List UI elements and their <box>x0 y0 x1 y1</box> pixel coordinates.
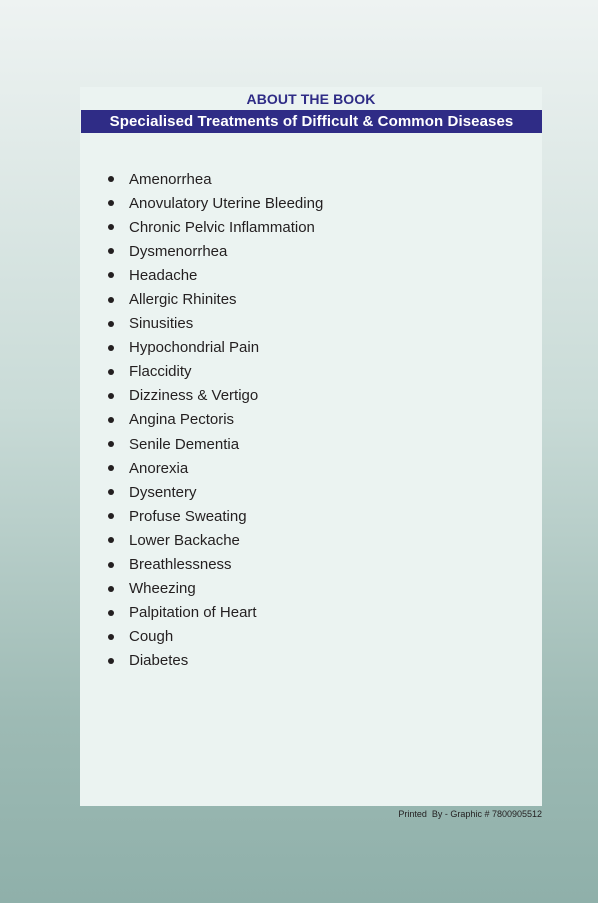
list-item <box>80 480 323 504</box>
list-item-label: Dizziness & Vertigo <box>129 387 259 405</box>
bullet-icon <box>108 586 114 592</box>
list-item-label: Palpitation of Heart <box>129 604 257 622</box>
bullet-icon <box>108 634 114 640</box>
list-item-label: Amenorrhea <box>129 170 212 188</box>
bullet-icon <box>108 393 114 399</box>
bullet-icon <box>108 658 114 664</box>
list-item <box>80 287 323 311</box>
bullet-icon <box>108 441 114 447</box>
bullet-icon <box>108 610 114 616</box>
bullet-icon <box>108 489 114 495</box>
list-item-label: Headache <box>129 266 198 284</box>
list-item-label: Dysmenorrhea <box>129 242 228 260</box>
list-item <box>80 601 323 625</box>
bullet-icon <box>108 417 114 423</box>
list-item <box>80 191 323 215</box>
list-item <box>80 504 323 528</box>
list-item-label: Breathlessness <box>129 556 232 574</box>
list-item <box>80 408 323 432</box>
list-item-label: Sinusities <box>129 315 194 333</box>
list-item <box>80 167 323 191</box>
list-item-label: Allergic Rhinites <box>129 291 237 309</box>
list-item-label: Senile Dementia <box>129 435 240 453</box>
list-item-label: Lower Backache <box>129 531 240 549</box>
list-item <box>80 312 323 336</box>
list-item <box>80 625 323 649</box>
printer-credit: Printed By - Graphic # 7800905512 <box>398 809 542 819</box>
disease-list <box>80 167 323 673</box>
list-item <box>80 456 323 480</box>
list-item <box>80 384 323 408</box>
list-item <box>80 239 323 263</box>
list-item <box>80 263 323 287</box>
list-item-label: Hypochondrial Pain <box>129 339 260 357</box>
list-item-label: Cough <box>129 628 174 646</box>
bullet-icon <box>108 562 114 568</box>
list-item-label: Anorexia <box>129 459 189 477</box>
list-item-label: Diabetes <box>129 652 189 670</box>
list-item <box>80 360 323 384</box>
bullet-icon <box>108 224 114 230</box>
bullet-icon <box>108 248 114 254</box>
list-item-label: Profuse Sweating <box>129 507 247 525</box>
bullet-icon <box>108 513 114 519</box>
list-item-label: Angina Pectoris <box>129 411 235 429</box>
list-item-label: Chronic Pelvic Inflammation <box>129 218 315 236</box>
list-item <box>80 336 323 360</box>
bullet-icon <box>108 176 114 182</box>
bullet-icon <box>108 200 114 206</box>
bullet-icon <box>108 321 114 327</box>
about-panel <box>80 87 542 806</box>
list-item <box>80 577 323 601</box>
bullet-icon <box>108 465 114 471</box>
list-item <box>80 528 323 552</box>
list-item <box>80 215 323 239</box>
bullet-icon <box>108 537 114 543</box>
list-item-label: Flaccidity <box>129 363 192 381</box>
bullet-icon <box>108 297 114 303</box>
bullet-icon <box>108 345 114 351</box>
list-item <box>80 649 323 673</box>
list-item <box>80 553 323 577</box>
list-item-label: Wheezing <box>129 580 196 598</box>
list-item-label: Anovulatory Uterine Bleeding <box>129 194 324 212</box>
section-heading: ABOUT THE BOOK <box>246 91 376 107</box>
list-item <box>80 432 323 456</box>
list-item-label: Dysentery <box>129 483 197 501</box>
book-title-banner: Specialised Treatments of Difficult & Common Diseases <box>81 110 542 133</box>
bullet-icon <box>108 369 114 375</box>
bullet-icon <box>108 272 114 278</box>
